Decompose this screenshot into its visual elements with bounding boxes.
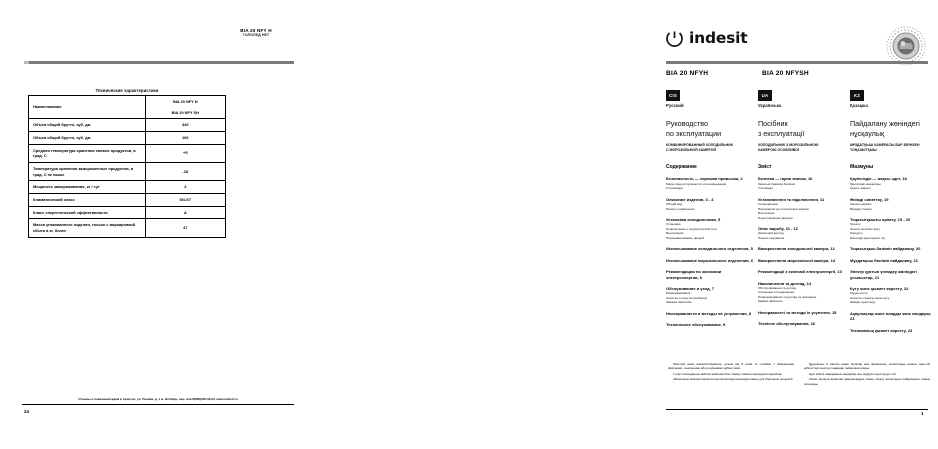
toc-subentry: Желдету [850, 231, 863, 236]
left-page [0, 0, 318, 449]
flag-badge-ua: UA [758, 90, 772, 101]
toc-subentry: Замена лампочки [666, 300, 692, 305]
toc-subentry: Размораживание [666, 291, 691, 296]
toc-kz [850, 164, 934, 333]
language-column-ru [666, 90, 758, 333]
toc-entry[interactable]: Неисправности и методы их устранения, 8 [666, 310, 752, 316]
product-subtitle-ru [666, 143, 754, 152]
toc-heading-ru: Содержание [666, 163, 697, 170]
toc-entry[interactable]: Электр қуатын үнемдеу жөніндегі ұсыныстар, 21 [850, 269, 917, 280]
safety-note: Қуат кабелі зақымданған жағдайда оны өндіруші ауыстыруы тиіс. [809, 371, 897, 376]
toc-subentry: Вентиляція [758, 211, 775, 216]
toc-subentry: Есіктерді ауыстырып ілу [850, 235, 885, 240]
flag-badge-cis: CIS [666, 90, 680, 101]
safety-note-block-right [804, 362, 930, 387]
toc-subentry: Розморожування та догляд за приладом [758, 294, 817, 299]
toc-entry[interactable]: Қауіпсіздік — жақсы әдет, 18 [850, 176, 907, 182]
toc-subentry: Заміна лампочки [758, 299, 783, 304]
left-header-model: BIA 20 NFY H [240, 28, 272, 33]
toc-subentry: Очистка и уход за прибором [666, 295, 707, 300]
toc-subentry: Вентиляция [666, 231, 684, 236]
product-subtitle-kz-line2: ТОҢАЗЫТҚЫШ [850, 148, 877, 153]
left-header-rule [26, 61, 294, 64]
toc-entry[interactable]: Установлення та підключення, 11 [758, 196, 825, 202]
toc-subentry: Қауіпсіздік шаралары [850, 181, 881, 186]
product-subtitle-ua-line1: ХОЛОДИЛЬНИК З МОРОЗИЛЬНОЮ [758, 143, 819, 148]
toc-subentry: Орнату [850, 222, 861, 227]
toc-entry[interactable]: Опис виробу, 11 - 12 [758, 226, 798, 231]
product-subtitle-ua-line2: КАМЕРОЮ ОСОБЛИВОЇ [758, 148, 799, 153]
toc-entry[interactable]: Безопасность — хорошая привычка, 2 [666, 176, 743, 182]
manual-title-ua-line1: Посібник [758, 118, 788, 128]
toc-entry[interactable]: Өнімді сипаттау, 19 [850, 196, 889, 202]
manual-title-ru-line2: по эксплуатации [666, 128, 722, 138]
toc-subentry: Очищення холодильника [758, 290, 795, 295]
toc-entry[interactable]: Тоңазытқышты орнату, 19 - 20 [850, 217, 911, 223]
toc-entry[interactable]: Установка холодильника, 5 [666, 217, 721, 223]
manual-title-kz-line1: Пайдалану жөніндегі [850, 118, 920, 128]
toc-entry[interactable]: Рекомендації з економії електроенергії, 13 [758, 269, 842, 275]
toc-subentry: Басқару панелі [850, 206, 872, 211]
toc-ru [666, 164, 754, 328]
product-subtitle-ru-line1: КОМБИНИРОВАННЫЙ ХОЛОДИЛЬНИК [666, 143, 733, 148]
product-subtitle-ua [758, 143, 846, 152]
toc-entry[interactable]: Ақаулықтар және оларды жою жолдары, 23 [850, 310, 932, 322]
safety-note: У разі пошкодження кабелю живлення його заміну повинен виконувати виробник. [673, 371, 783, 376]
spec-table-body [29, 96, 226, 238]
toc-subentry: Жалпы көрінісі [850, 202, 872, 207]
safety-note-block-left [668, 362, 794, 387]
toc-subentry: Перенавешивание дверей [666, 235, 705, 240]
left-page-number: 24 [24, 409, 29, 414]
toc-subentry: Переставлення дверцят [758, 215, 793, 220]
toc-entry[interactable]: Тоңазытқыш бөлімін пайдалану, 20 [850, 246, 921, 252]
safety-notes [668, 362, 930, 387]
right-header-rule [666, 61, 928, 64]
table-row [29, 119, 226, 132]
model-names-row [666, 70, 928, 77]
right-page [318, 0, 932, 449]
toc-subentry: Утилізація [758, 186, 773, 191]
toc-subentry: Установлення [758, 202, 779, 207]
toc-entry[interactable]: Использование морозильного отделения, 6 [666, 257, 754, 263]
spec-row-value: A [145, 206, 225, 219]
toc-entry[interactable]: Күту және қызмет көрсету, 22 [850, 285, 909, 291]
spec-row-name: Климатический класс [29, 193, 146, 206]
toc-subentry: Мұзды еріту [850, 291, 868, 296]
spec-row-value: -18 [145, 162, 225, 180]
language-column-ua [758, 90, 850, 333]
toc-entry[interactable]: Обслуживание и уход, 7 [666, 285, 714, 291]
table-row [29, 144, 226, 162]
table-row [29, 162, 226, 180]
left-page-header [200, 28, 312, 37]
brand-lockup [666, 30, 748, 47]
table-row [29, 193, 226, 206]
product-subtitle-kz [850, 143, 934, 152]
toc-entry[interactable]: Техническое обслуживание, 9 [666, 322, 726, 328]
table-row [29, 131, 226, 144]
toc-subentry: Обслуговування та догляд [758, 285, 797, 290]
language-name-ru: Русский [666, 102, 684, 108]
safety-note: Пристрій може використовуватись дітьми від 8 років та особами з обмеженими фізичними, сенсорними або розумовими здібностями. [668, 362, 794, 371]
flag-badge-kz: KZ [850, 90, 864, 101]
toc-subentry: Аспапты тазалау және күту [850, 295, 890, 300]
toc-subentry: Общий вид [666, 202, 683, 207]
spec-row-value: SN-ST [145, 193, 225, 206]
toc-entry[interactable]: Техникалық қызмет көрсету, 23 [850, 327, 913, 333]
spec-row-value: 340 [145, 119, 225, 132]
language-columns [666, 90, 938, 333]
product-subtitle-ru-line2: С МОРОЗИЛЬНОЙ КАМЕРОЙ [666, 148, 717, 153]
toc-heading-kz: Мазмұны [850, 163, 874, 170]
indesit-logo-icon [666, 30, 683, 47]
toc-subentry: Панель управления [666, 206, 695, 211]
toc-subentry: Электр желісіне қосу [850, 226, 880, 231]
spec-model-2: BIA 20 NFY SH [171, 109, 199, 115]
spec-row-name: Класс энергетической эффективности [29, 206, 146, 219]
toc-subentry: Подключение к электрической сети [666, 226, 717, 231]
spec-row-value: 47 [145, 219, 225, 237]
manual-title-ru-line1: Руководство [666, 118, 709, 128]
language-column-kz [850, 90, 938, 333]
spec-model-1: BIA 20 NFY H [172, 99, 198, 104]
spec-row-name: Температура хранения замороженных продуктов, в град. С не выше [29, 162, 146, 180]
toc-subentry: Меры предосторожности и рекомендации [666, 181, 727, 186]
spec-row-name: Средняя температура хранения свежих продуктов, в град. С [29, 144, 146, 162]
table-row [29, 206, 226, 219]
left-footer-note: Отзывы и пожелания ждём в Аристон, ул. Ленина, д. 1 м. Октябрь, пер. или 8(800)000-00-00, www.indesit.ru [78, 397, 238, 401]
toc-heading-ua: Зміст [758, 163, 772, 170]
spec-table [28, 95, 226, 238]
safety-note: Құрылғыны 8 жастан асқан балалар мен физикалық, сезімталдық немесе ақыл-ой қабілеттері шектеулі адамдар пайдалана алады. [804, 362, 930, 371]
spec-row-name: Объем общий брутто, куб. дм [29, 131, 146, 144]
manual-title-kz [850, 119, 934, 140]
toc-entry[interactable]: Описание изделия, 3 - 4 [666, 196, 714, 202]
spec-row-name: Масса упакованного изделия, только с маркировкой сбыта в кг, более [29, 219, 146, 237]
toc-subentry: Кәдеге жарату [850, 186, 871, 191]
toc-entry[interactable]: Несправності та методи їх усунення, 15 [758, 309, 837, 315]
toc-subentry: Установка [666, 222, 681, 227]
toc-subentry: Шамды ауыстыру [850, 300, 876, 305]
product-subtitle-kz-line1: МҰЗДАТҚЫШ КАМЕРАСЫ БАР БІРІККЕН [850, 143, 920, 148]
spec-row-name: Объем общий брутто, куб. дм [29, 119, 146, 132]
language-name-ua: Українська [758, 102, 782, 108]
spec-row-value: 3 [145, 181, 225, 194]
toc-subentry: Панель керування [758, 235, 785, 240]
spec-row-value: +5 [145, 144, 225, 162]
toc-entry[interactable]: Безпека — гарна звичка, 10 [758, 176, 813, 182]
spec-row-value: 106 [145, 131, 225, 144]
toc-subentry: Загальний вигляд [758, 231, 784, 236]
manual-title-kz-line2: нұсқаулық [850, 128, 885, 138]
manual-title-ua [758, 119, 846, 140]
toc-subentry: Утилизация [666, 186, 683, 191]
toc-entry[interactable]: Використання морозильної камери, 13 [758, 257, 836, 263]
right-footer-rule [666, 409, 928, 410]
toc-entry[interactable]: Мұздатқыш бөлімін пайдалану, 21 [850, 257, 918, 263]
toc-subentry: Загальні правила безпеки [758, 181, 796, 186]
table-row [29, 219, 226, 237]
spec-header-name: Наименование [29, 96, 146, 119]
toc-entry[interactable]: Накопичення та догляд, 14 [758, 280, 812, 286]
toc-subentry: Під'єднання до електричної мережі [758, 206, 809, 211]
table-row [29, 96, 226, 119]
left-footer-rule [22, 404, 294, 405]
safety-note: Заборонено використовувати електроприлади всередині камер для зберігання продуктів. [673, 377, 794, 382]
language-name-kz: Қазақша [850, 102, 868, 108]
manual-title-ru [666, 119, 754, 140]
model-name-1: BIA 20 NFYH [666, 70, 709, 77]
right-page-number: 1 [921, 411, 924, 416]
manual-title-ua-line2: з експлуатації [758, 128, 805, 138]
toc-entry[interactable]: Технічне обслуговування, 16 [758, 321, 816, 327]
brand-wordmark: indesit [689, 28, 748, 47]
spec-header-values [145, 96, 225, 119]
toc-entry[interactable]: Рекомендации по экономии электроэнергии, 6 [666, 269, 722, 280]
toc-entry[interactable]: Использование холодильного отделения, 5 [666, 246, 753, 252]
spec-table-caption: Технические характеристики [95, 88, 159, 93]
model-name-2: BIA 20 NFYSH [762, 70, 809, 77]
toc-ua [758, 164, 846, 327]
safety-note: Тағам сақтауға арналған камералардың ішінде электр аспаптарын пайдалануға тыйым салынады. [804, 377, 930, 386]
spec-row-name: Мощность замораживания, кг / сут [29, 181, 146, 194]
toc-entry[interactable]: Використання холодильної камери, 12 [758, 246, 835, 252]
left-header-subtitle: ГОЛОЛЕД НЕТ [242, 33, 270, 38]
table-row [29, 181, 226, 194]
